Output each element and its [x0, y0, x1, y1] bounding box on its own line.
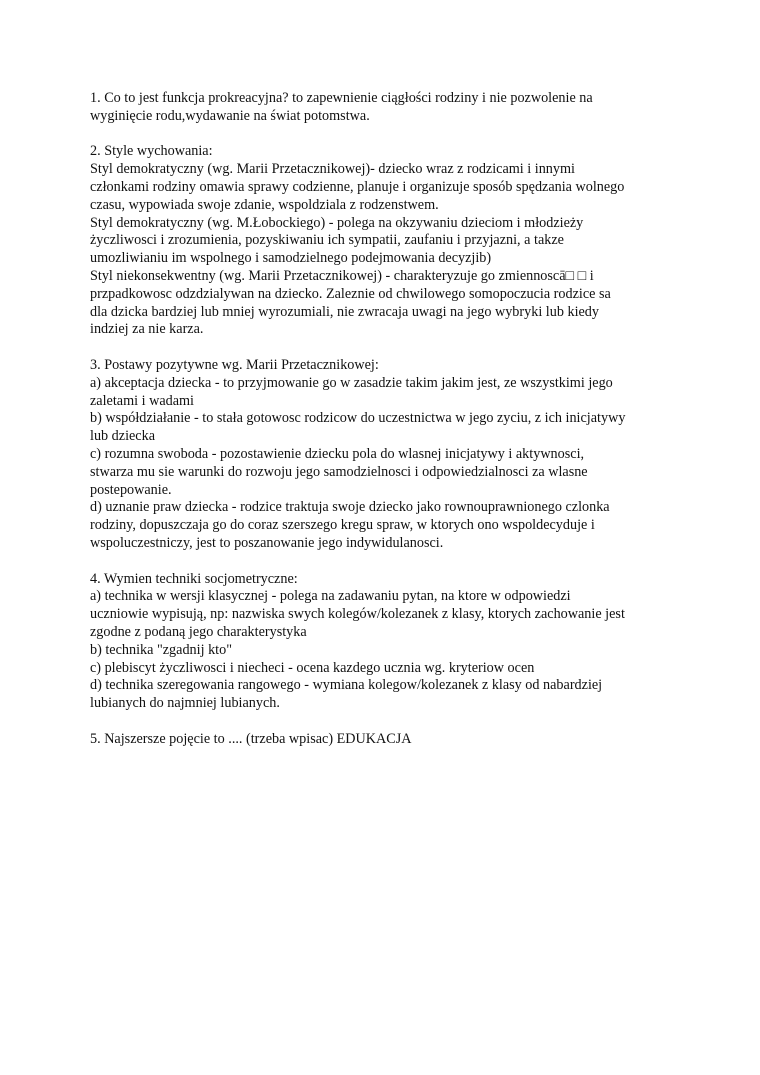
question-4-section: [90, 571, 690, 713]
text-line: lubianych do najmniej lubianych.: [90, 695, 280, 712]
text-line: życzliwosci i zrozumienia, pozyskiwaniu ich sympatii, zaufaniu i przyjazni, a takze: [90, 232, 564, 249]
text-line: Styl demokratyczny (wg. Marii Przetacznikowej)- dziecko wraz z rodzicami i innymi: [90, 161, 575, 178]
text-line: Styl niekonsekwentny (wg. Marii Przetacznikowej) - charakteryzuje go zmiennoscā□ □ i: [90, 267, 594, 284]
section-heading: 3. Postawy pozytywne wg. Marii Przetacznikowej:: [90, 356, 379, 373]
text-line: umozliwianiu im wspolnego i samodzielnego podejmowania decyzjib): [90, 250, 492, 267]
text-line: przpadkowosc odzdzialywan na dziecko. Zaleznie od chwilowego somopoczucia rodzice sa: [90, 285, 611, 302]
text-line: wyginięcie rodu,wydawanie na świat potomstwa.: [90, 107, 370, 124]
text-line: b) współdziałanie - to stała gotowosc rodzicow do uczestnictwa w jego zyciu, z ich inicjatywy: [90, 410, 626, 427]
text-line: 1. Co to jest funkcja prokreacyjna? to zapewnienie ciągłości rodziny i nie pozwolenie na: [90, 90, 593, 106]
text-line: zaletami i wadami: [90, 392, 194, 409]
text-line: c) plebiscyt życzliwosci i niecheci - ocena kazdego ucznia wg. kryteriow ocen: [90, 659, 535, 676]
text-line: postepowanie.: [90, 481, 172, 498]
text-line: dla dzicka bardziej lub mniej wyrozumiali, nie zwracaja uwagi na jego wybryki lub kiedy: [90, 303, 599, 320]
text-line: d) uznanie praw dziecka - rodzice traktuja swoje dziecko jako rownouprawnionego czlonka: [90, 499, 610, 516]
text-line: c) rozumna swoboda - pozostawienie dziecku pola do wlasnej inicjatywy i aktywnosci,: [90, 445, 585, 462]
text-line: wspoluczestniczy, jest to poszanowanie jego indywidulanosci.: [90, 534, 444, 551]
text-line: Styl demokratyczny (wg. M.Łobockiego) - polega na okzywaniu dzieciom i młodzieży: [90, 214, 584, 231]
text-line: 5. Najszersze pojęcie to .... (trzeba wpisac) EDUKACJA: [90, 730, 412, 747]
text-line: czasu, wypowiada swoje zdanie, wspoldziala z rodzenstwem.: [90, 196, 439, 213]
text-line: rodziny, dopuszczaja go do coraz szerszego kregu spraw, w ktorych ono wspoldecyduje i: [90, 517, 595, 534]
text-line: indziej za nie karza.: [90, 321, 204, 338]
section-heading: 4. Wymien techniki socjometryczne:: [90, 570, 298, 587]
question-1-section: [90, 90, 690, 126]
text-line: zgodne z podaną jego charakterystyka: [90, 623, 307, 640]
text-line: członkami rodziny omawia sprawy codzienne, planuje i organizuje sposób spędzania wolnego: [90, 178, 625, 195]
text-line: stwarza mu sie warunki do rozwoju jego samodzielnosci i odpowiedzialnosci za wlasne: [90, 463, 588, 480]
document-body: [90, 90, 690, 766]
text-line: a) technika w wersji klasycznej - polega na zadawaniu pytan, na ktore w odpowiedzi: [90, 588, 571, 605]
text-line: d) technika szeregowania rangowego - wymiana kolegow/kolezanek z klasy od nabardziej: [90, 677, 603, 694]
text-line: uczniowie wypisują, np: nazwiska swych kolegów/kolezanek z klasy, ktorych zachowanie jest: [90, 606, 625, 623]
text-line: b) technika "zgadnij kto": [90, 641, 232, 658]
question-3-section: [90, 357, 690, 553]
question-2-section: [90, 143, 690, 339]
section-heading: 2. Style wychowania:: [90, 143, 213, 160]
text-line: lub dziecka: [90, 428, 155, 445]
question-5-section: [90, 731, 690, 749]
text-line: a) akceptacja dziecka - to przyjmowanie go w zasadzie takim jakim jest, ze wszystkimi jego: [90, 374, 613, 391]
